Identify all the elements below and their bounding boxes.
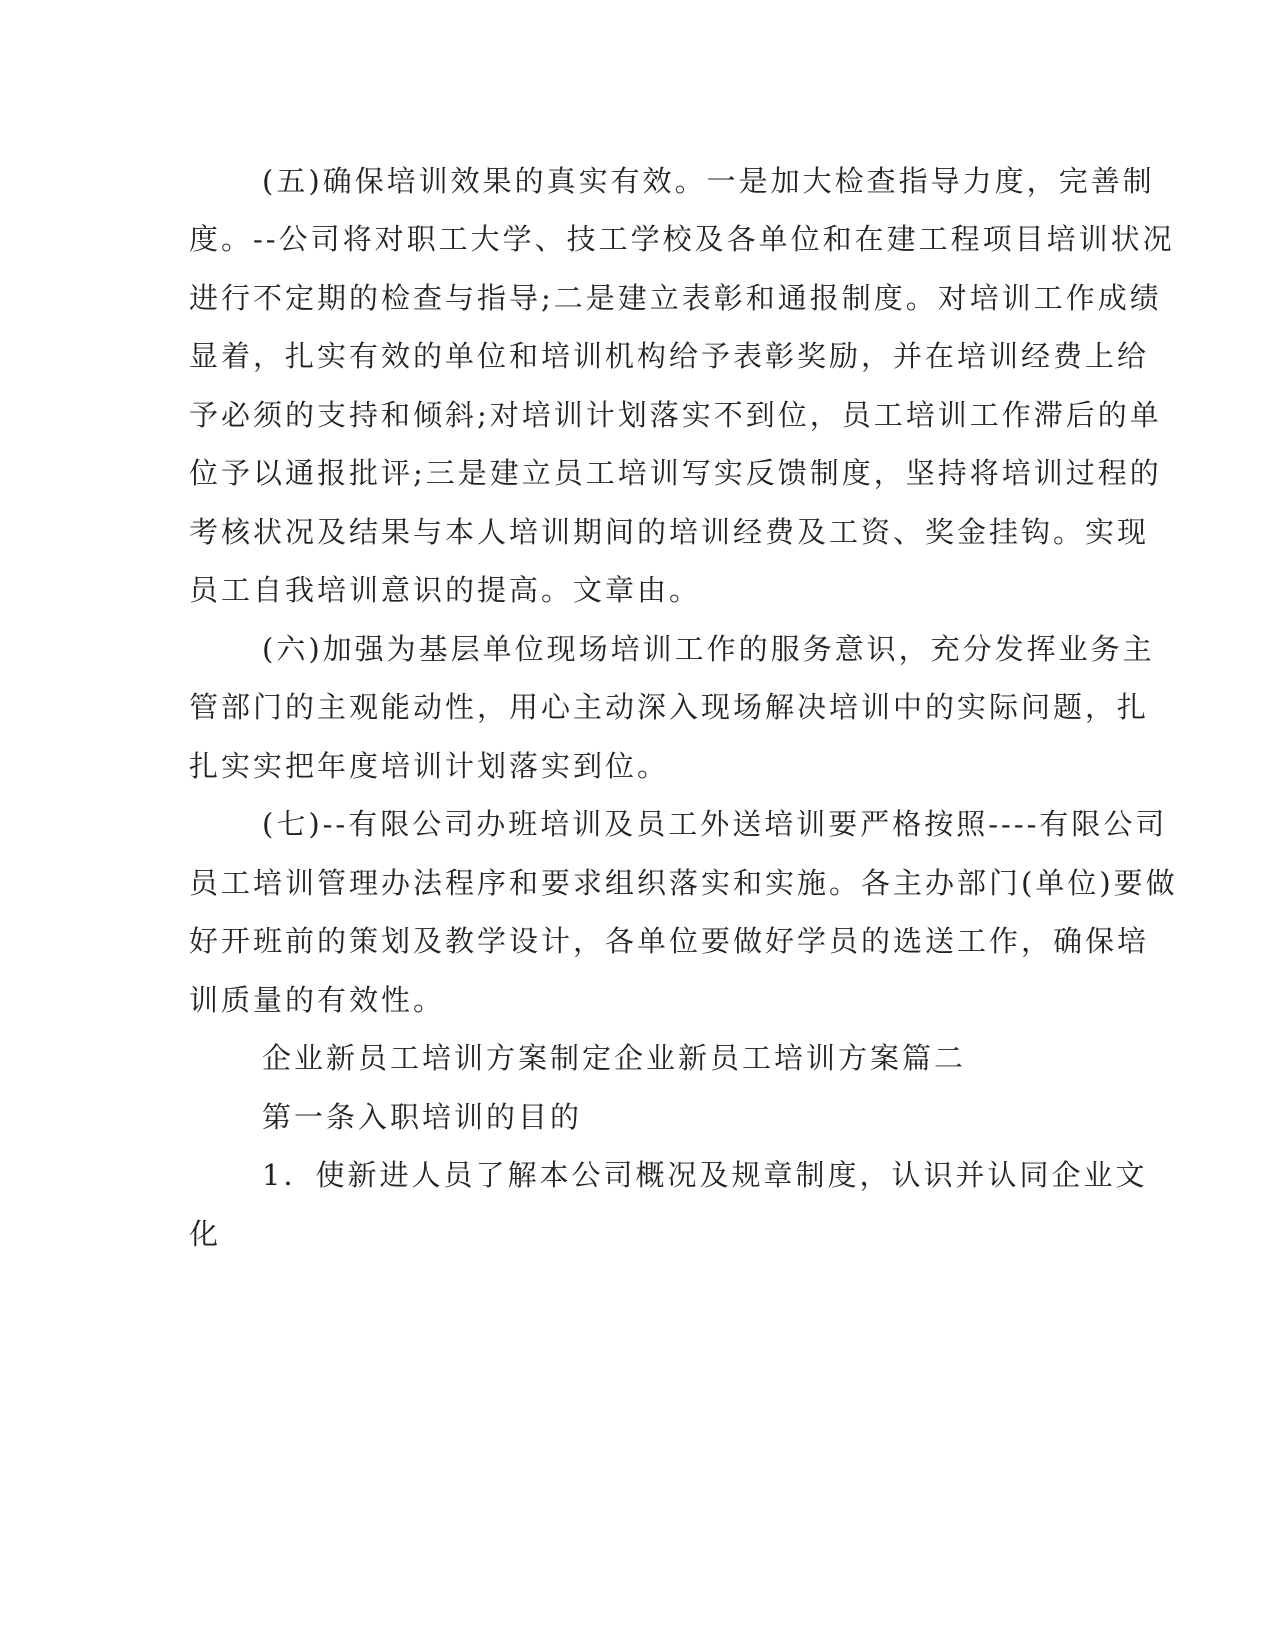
paragraph-7-line-1: (七)--有限公司办班培训及员工外送培训要严格按照----有限公司 bbox=[262, 807, 1168, 841]
paragraph-5-line-4: 显着，扎实有效的单位和培训机构给予表彰奖励，并在培训经费上给 bbox=[189, 339, 1150, 373]
item-1-line-2: 化 bbox=[189, 1217, 222, 1251]
paragraph-6-line-3: 扎实实把年度培训计划落实到位。 bbox=[189, 749, 670, 783]
paragraph-5-line-8: 员工自我培训意识的提高。文章由。 bbox=[189, 573, 702, 607]
paragraph-5-line-6: 位予以通报批评;三是建立员工培训写实反馈制度，坚持将培训过程的 bbox=[189, 456, 1162, 490]
paragraph-5-line-5: 予必须的支持和倾斜;对培训计划落实不到位，员工培训工作滞后的单 bbox=[189, 398, 1162, 432]
paragraph-5-line-3: 进行不定期的检查与指导;二是建立表彰和通报制度。对培训工作成绩 bbox=[189, 281, 1162, 315]
paragraph-5-line-2: 度。--公司将对职工大学、技工学校及各单位和在建工程项目培训状况 bbox=[189, 222, 1175, 256]
paragraph-7-line-3: 好开班前的策划及教学设计，各单位要做好学员的选送工作，确保培 bbox=[189, 924, 1150, 958]
paragraph-6-line-1: (六)加强为基层单位现场培训工作的服务意识，充分发挥业务主 bbox=[262, 632, 1155, 666]
paragraph-5-line-1: (五)确保培训效果的真实有效。一是加大检查指导力度，完善制 bbox=[262, 164, 1155, 198]
paragraph-5-line-7: 考核状况及结果与本人培训期间的培训经费及工资、奖金挂钩。实现 bbox=[189, 515, 1150, 549]
section-title: 企业新员工培训方案制定企业新员工培训方案篇二 bbox=[262, 1041, 967, 1075]
paragraph-7-line-4: 训质量的有效性。 bbox=[189, 983, 446, 1017]
item-1-line-1: 1．使新进人员了解本公司概况及规章制度，认识并认同企业文 bbox=[262, 1158, 1148, 1192]
article-1-title: 第一条入职培训的目的 bbox=[262, 1100, 583, 1134]
paragraph-6-line-2: 管部门的主观能动性，用心主动深入现场解决培训中的实际问题，扎 bbox=[189, 690, 1150, 724]
paragraph-7-line-2: 员工培训管理办法程序和要求组织落实和实施。各主办部门(单位)要做 bbox=[189, 866, 1178, 900]
